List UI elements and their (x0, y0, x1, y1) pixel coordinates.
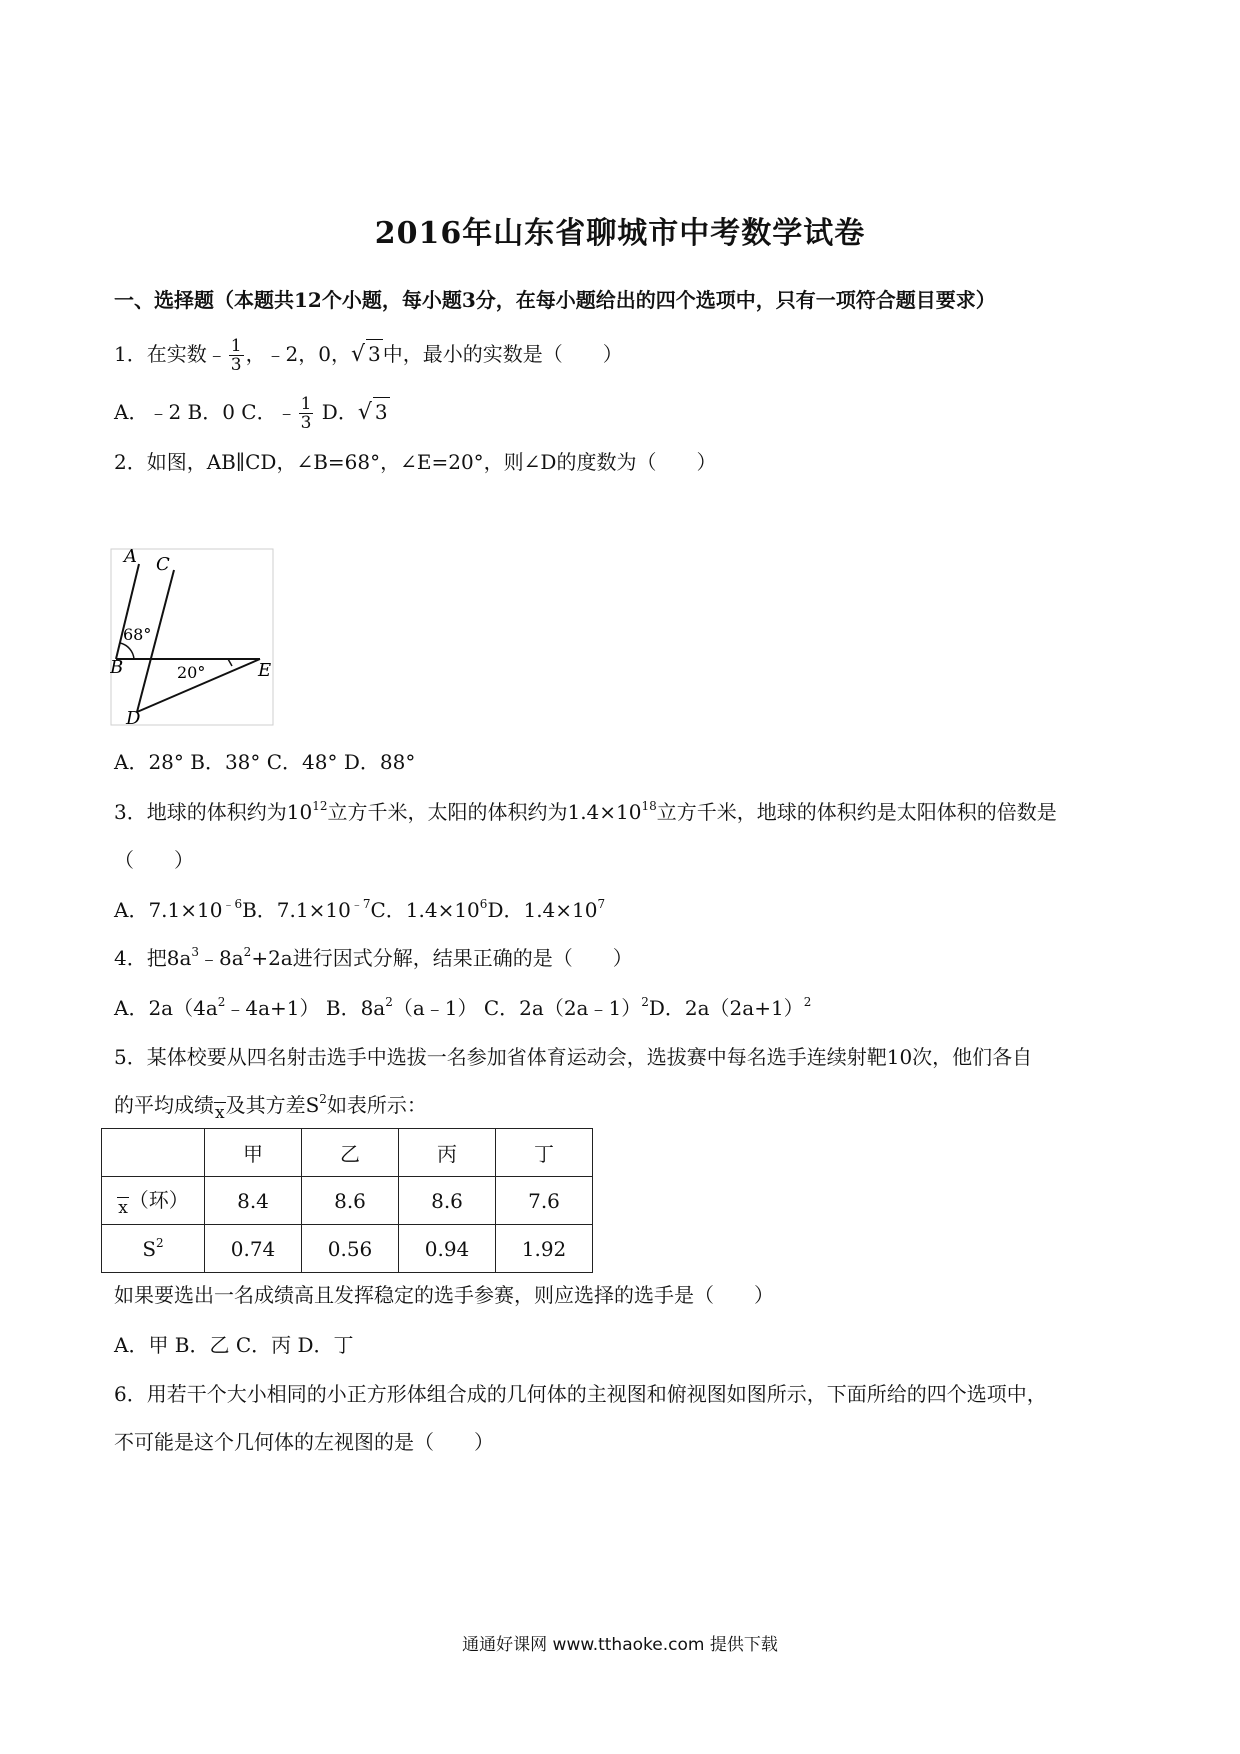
question-5-line-1: 5．某体校要从四名射击选手中选拔一名参加省体育运动会，选拔赛中每名选手连续射靶10次，他们各自 (114, 1045, 1033, 1069)
q4-text-3: +2a进行因式分解，结果正确的是（ ） (251, 946, 633, 970)
q1-options-text: A．﹣2 B．0 C．﹣ (114, 400, 297, 424)
q3-text-1: 3．地球的体积约为10 (114, 800, 313, 824)
question-2-options: A．28° B．38° C．48° D．88° (114, 750, 416, 774)
label-d: D (126, 708, 141, 726)
q3-opt-b: B．7.1×10 (242, 898, 351, 922)
q1-opt-frac-den: 3 (300, 413, 312, 433)
table-cell: 8.4 (205, 1177, 302, 1225)
q3-text-2: 立方千米，太阳的体积约为1.4×10 (327, 800, 642, 824)
q4-opt-d-exp: 2 (803, 995, 812, 1009)
table-cell: 7.6 (496, 1177, 593, 1225)
q4-text-2: ﹣8a (199, 946, 244, 970)
question-4-options (114, 994, 811, 1022)
table-header-cell: 丁 (496, 1129, 593, 1177)
table-header-cell: 乙 (302, 1129, 399, 1177)
section-heading: 一、选择题（本题共12个小题，每小题3分，在每小题给出的四个选项中，只有一项符合题目要求） (114, 288, 996, 312)
q4-opt-c-exp: 2 (641, 995, 649, 1009)
q5-exp: 2 (319, 1092, 327, 1106)
q5-text-a: 的平均成绩 (114, 1093, 214, 1117)
table-cell: 0.74 (205, 1225, 302, 1273)
q3-exp-1: 12 (312, 799, 328, 813)
q3-opt-a-exp: ﹣6 (222, 897, 243, 911)
table-cell: 0.56 (302, 1225, 399, 1273)
label-b: B (110, 657, 124, 678)
label-e: E (258, 660, 272, 681)
table-header-cell: 甲 (205, 1129, 302, 1177)
q1-option-fraction (299, 395, 314, 432)
mean-symbol: x (118, 1197, 128, 1218)
q4-opt-b-exp: 2 (385, 995, 393, 1009)
page-footer: 通通好课网 www.tthaoke.com 提供下载 (462, 1635, 778, 1655)
q1-fraction (229, 337, 244, 374)
table-cell: 0.94 (399, 1225, 496, 1273)
table-row (102, 1225, 593, 1273)
table-cell: 8.6 (399, 1177, 496, 1225)
label-a: A (124, 548, 137, 567)
question-2: 2．如图，AB∥CD，∠B=68°，∠E=20°，则∠D的度数为（ ） (114, 450, 717, 474)
q4-opt-d: D．2a（2a+1） (648, 996, 804, 1020)
table-row (102, 1177, 593, 1225)
page-title: 2016年山东省聊城市中考数学试卷 (374, 216, 866, 251)
row-label-mean (102, 1177, 205, 1225)
question-1 (114, 337, 623, 374)
q1-radicand: 3 (366, 339, 383, 368)
q3-opt-c: C．1.4×10 (370, 898, 480, 922)
line-ab (116, 564, 139, 659)
question-5-options: A．甲 B．乙 C．丙 D．丁 (114, 1333, 354, 1357)
question-6-line-2: 不可能是这个几何体的左视图的是（ ） (114, 1430, 494, 1454)
q5-text-c: 如表所示： (326, 1093, 427, 1117)
q1-frac-den: 3 (230, 355, 242, 375)
table-header-row (102, 1129, 593, 1177)
q1-frac-num: 1 (230, 336, 242, 356)
row-label-variance (102, 1225, 205, 1273)
q1-radical-sign: √ (351, 342, 366, 367)
q1-text-mid: ，﹣2，0， (245, 342, 352, 366)
question-3 (114, 798, 1057, 826)
q4-exp-2: 2 (243, 945, 252, 959)
q3-opt-a: A．7.1×10 (114, 898, 223, 922)
q1-option-d-label: D． (315, 400, 358, 424)
q3-opt-d-exp: 7 (597, 897, 606, 911)
angle-68-label: 68° (123, 625, 152, 644)
q1-text-suffix: 中，最小的实数是（ ） (382, 342, 623, 366)
table-header-cell: 丙 (399, 1129, 496, 1177)
q5-text-b: 及其方差S (225, 1093, 320, 1117)
q4-exp-1: 3 (191, 945, 200, 959)
score-table (101, 1128, 593, 1273)
q3-opt-c-exp: 6 (479, 897, 488, 911)
angle-e-mark (228, 659, 232, 666)
label-c: C (156, 554, 170, 575)
q4-opt-a-rest-b: ﹣4a+1） B．8a (225, 996, 386, 1020)
variance-symbol: S (142, 1236, 157, 1261)
q4-text-1: 4．把8a (114, 946, 192, 970)
question-5-followup: 如果要选出一名成绩高且发挥稳定的选手参赛，则应选择的选手是（ ） (114, 1283, 774, 1307)
table-header-cell (102, 1129, 205, 1177)
q1-opt-frac-num: 1 (300, 394, 312, 414)
question-1-options (114, 395, 390, 432)
mean-unit: （环） (128, 1187, 189, 1212)
q1-opt-radicand: 3 (373, 397, 390, 426)
table-cell: 8.6 (302, 1177, 399, 1225)
variance-exp: 2 (156, 1235, 164, 1250)
question-5-line-2 (114, 1091, 427, 1123)
q1-opt-radical-sign: √ (357, 400, 372, 425)
table-cell: 1.92 (496, 1225, 593, 1273)
q3-opt-b-exp: ﹣7 (350, 897, 371, 911)
q5-xbar: x (215, 1103, 225, 1123)
question-3-line-2: （ ） (114, 848, 194, 872)
q3-opt-d: D．1.4×10 (487, 898, 598, 922)
q4-opt-a: A．2a（4a (114, 996, 218, 1020)
q4-opt-b-rest-c: （a﹣1） C．2a（2a﹣1） (392, 996, 642, 1020)
question-3-options (114, 896, 605, 924)
question-6-line-1: 6．用若干个大小相同的小正方形体组合成的几何体的主视图和俯视图如图所示，下面所给的四个选项中， (114, 1382, 1047, 1406)
geometry-figure (110, 548, 274, 726)
q3-exp-2: 18 (641, 799, 657, 813)
angle-20-label: 20° (177, 663, 206, 682)
q1-text-prefix: 1．在实数﹣ (114, 342, 227, 366)
question-4 (114, 944, 633, 972)
q4-opt-a-exp: 2 (217, 995, 226, 1009)
q3-text-3: 立方千米，地球的体积约是太阳体积的倍数是 (656, 800, 1057, 824)
